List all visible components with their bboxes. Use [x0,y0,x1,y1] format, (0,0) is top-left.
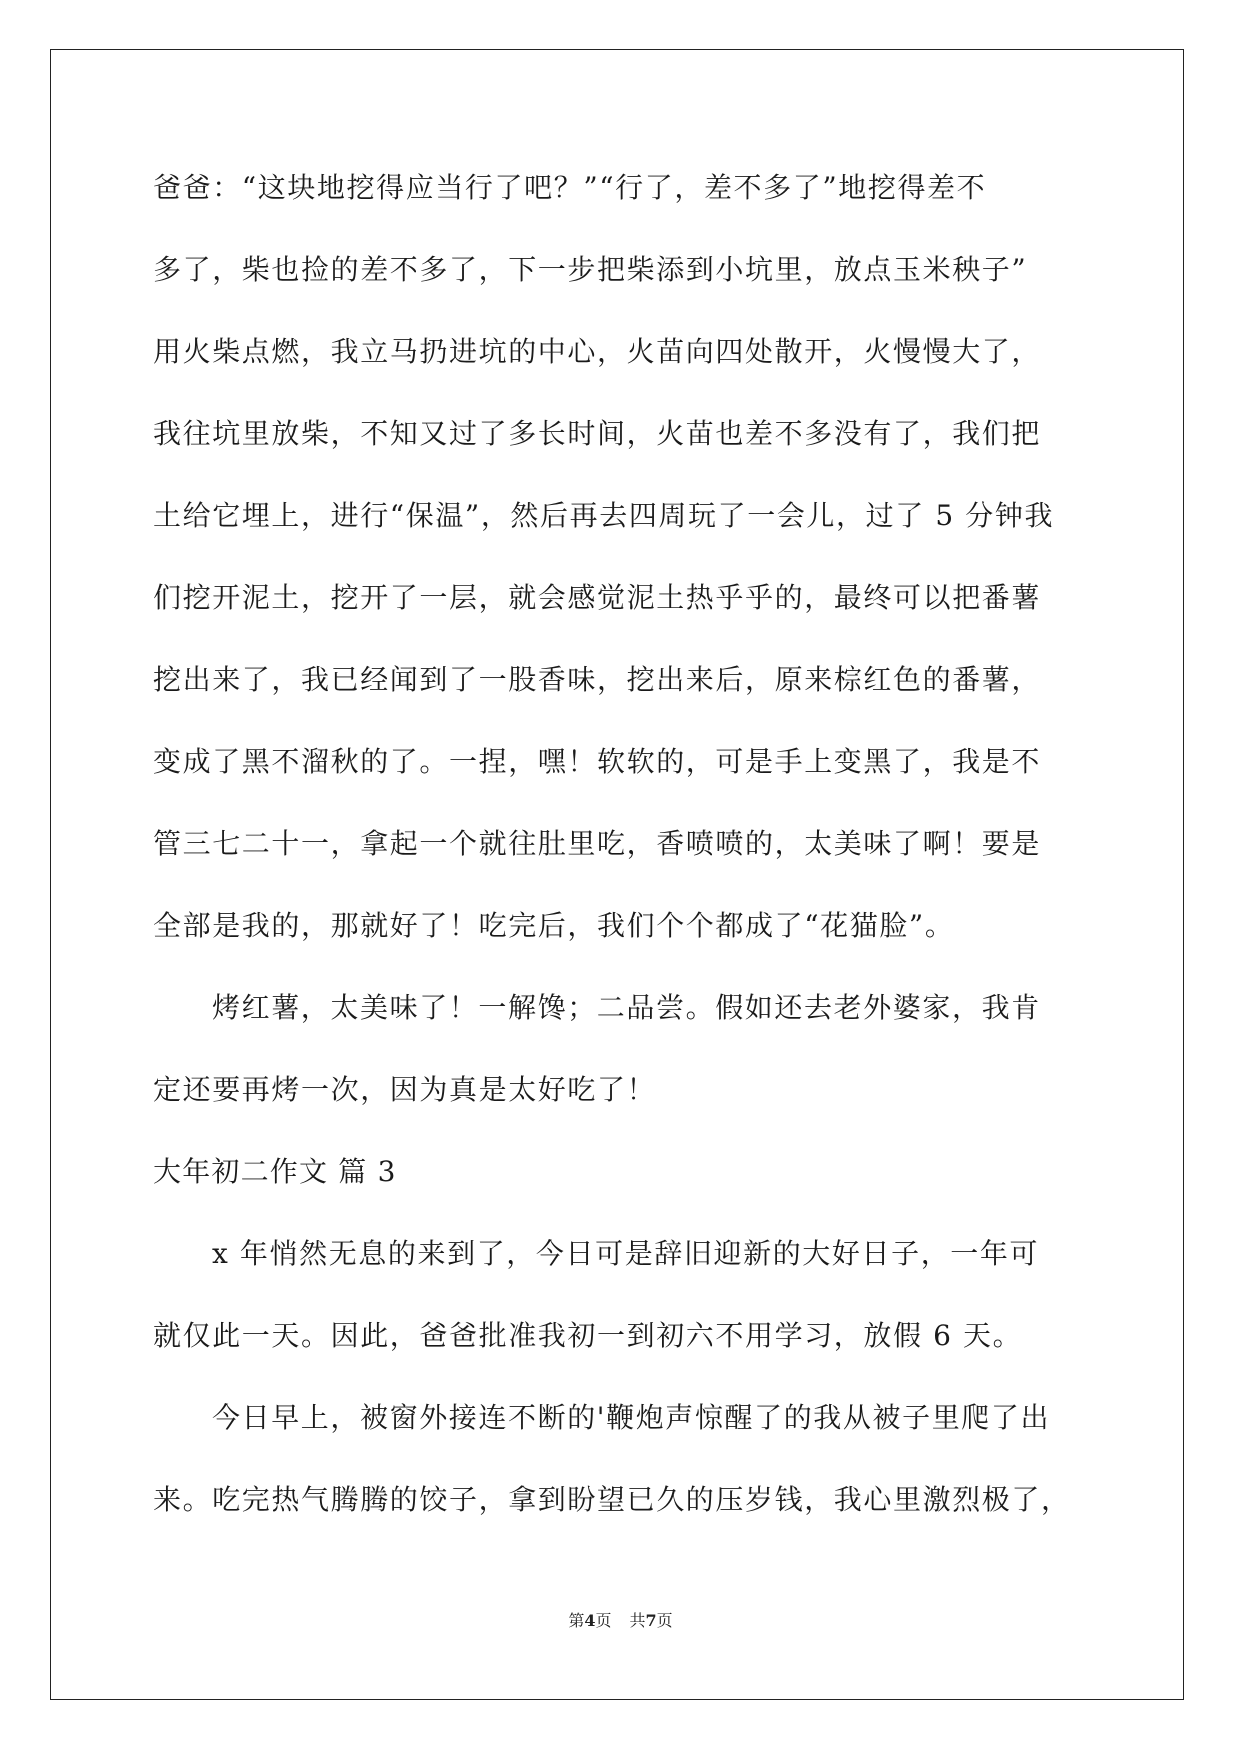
section-heading: 大年初二作文 篇 3 [153,1155,397,1188]
document-body [153,158,1098,1552]
text-line-paragraph-start: x 年悄然无息的来到了，今日可是辞旧迎新的大好日子，一年可 [212,1237,1040,1270]
text-line: 定还要再烤一次，因为真是太好吃了！ [153,1073,657,1106]
page-prefix: 第 [568,1611,585,1630]
page-footer [0,1611,1241,1631]
text-line: 土给它埋上，进行“保温”，然后再去四周玩了一会儿，过了 5 分钟我 [153,499,1055,532]
text-line: 全部是我的，那就好了！吃完后，我们个个都成了“花猫脸”。 [153,909,955,942]
text-line-paragraph-start: 今日早上，被窗外接连不断的'鞭炮声惊醒了的我从被子里爬了出 [212,1401,1051,1434]
page-total: 7 [645,1611,657,1630]
text-line: 变成了黑不溜秋的了。一捏，嘿！软软的，可是手上变黑了，我是不 [153,745,1042,778]
text-line: 们挖开泥土，挖开了一层，就会感觉泥土热乎乎的，最终可以把番薯 [153,581,1042,614]
text-line-paragraph-start: 烤红薯，太美味了！一解馋；二品尝。假如还去老外婆家，我肯 [212,991,1041,1024]
text-line: 就仅此一天。因此，爸爸批准我初一到初六不用学习，放假 6 天。 [153,1319,1023,1352]
text-line: 用火柴点燃，我立马扔进坑的中心，火苗向四处散开，火慢慢大了， [153,335,1042,368]
text-line: 多了，柴也捡的差不多了，下一步把柴添到小坑里，放点玉米秧子” [153,253,1028,286]
total-suffix: 页 [656,1611,673,1630]
text-line: 爸爸：“这块地挖得应当行了吧？”“行了，差不多了”地挖得差不 [153,171,987,204]
text-line: 挖出来了，我已经闻到了一股香味，挖出来后，原来棕红色的番薯， [153,663,1042,696]
text-line: 管三七二十一，拿起一个就往肚里吃，香喷喷的，太美味了啊！要是 [153,827,1042,860]
page-suffix: 页 [595,1611,612,1630]
text-line: 我往坑里放柴，不知又过了多长时间，火苗也差不多没有了，我们把 [153,417,1042,450]
page-current: 4 [584,1611,596,1630]
total-prefix: 共 [629,1611,646,1630]
text-line: 来。吃完热气腾腾的饺子，拿到盼望已久的压岁钱，我心里激烈极了， [153,1483,1071,1516]
